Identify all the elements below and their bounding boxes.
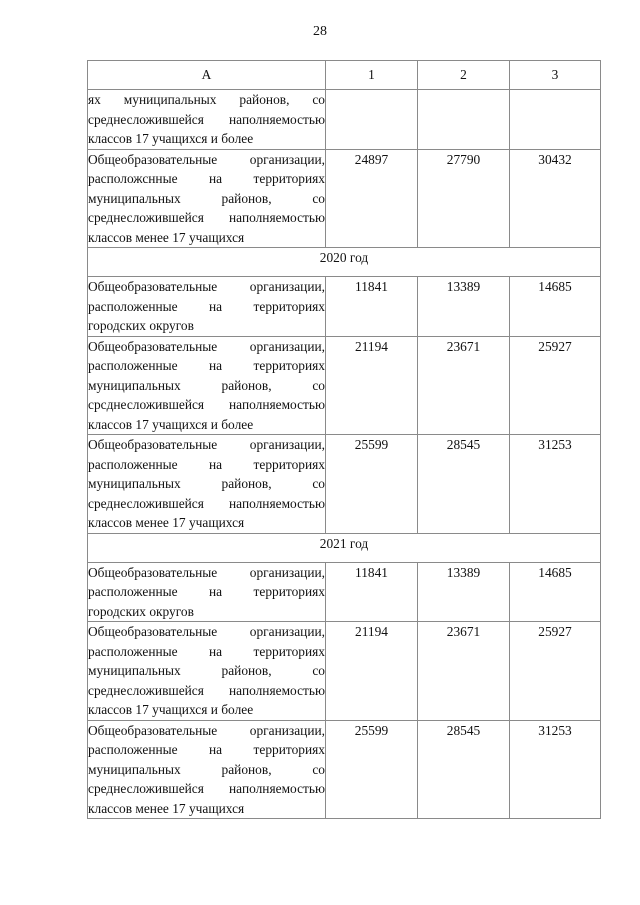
row-value-2: 23671 [418,336,510,435]
row-value-3 [510,90,601,150]
row-value-2: 27790 [418,149,510,248]
column-header-1: 1 [326,61,418,90]
row-value-3: 14685 [510,562,601,622]
row-value-2: 23671 [418,622,510,721]
row-description: Общеобразовательные организации, расположенные на территориях городских округов [88,277,326,337]
row-value-2: 28545 [418,720,510,819]
year-label: 2021 год [88,533,601,562]
year-label: 2020 год [88,248,601,277]
row-value-3: 30432 [510,149,601,248]
row-value-3: 25927 [510,336,601,435]
row-value-3: 14685 [510,277,601,337]
row-value-1: 21194 [326,336,418,435]
row-value-2: 28545 [418,435,510,534]
row-value-2: 13389 [418,562,510,622]
column-header-3: 3 [510,61,601,90]
row-value-1: 24897 [326,149,418,248]
row-value-1: 25599 [326,720,418,819]
year-row [88,533,601,562]
data-table [87,60,601,819]
row-description: ях муниципальных районов, со среднесложившейся наполняемостью классов 17 учащихся и более [88,90,326,150]
row-description: Общеобразовательные организации, расположенные на территориях муниципальных районов, со среднесложившейся наполняемостью классов менее 17 учащихся [88,720,326,819]
row-value-2 [418,90,510,150]
table-row [88,277,601,337]
table-row [88,622,601,721]
row-value-3: 25927 [510,622,601,721]
table-row [88,720,601,819]
row-value-1: 21194 [326,622,418,721]
column-header-a: А [88,61,326,90]
row-description: Общеобразовательные организации, расположснные на территориях муниципальных районов, со среднесложившейся наполняемостью классов менее 17 учащихся [88,149,326,248]
row-value-2: 13389 [418,277,510,337]
row-description: Общеобразовательные организации, расположенные на территориях муниципальных районов, со среднесложившейся наполняемостью классов менее 17 учащихся [88,435,326,534]
column-header-2: 2 [418,61,510,90]
row-value-1: 25599 [326,435,418,534]
table-row [88,562,601,622]
row-description: Общеобразовательные организации, расположенные на территориях муниципальных районов, со среднесложившейся наполняемостью классов 17 учащихся и более [88,622,326,721]
row-description: Общеобразовательные организации, расположенные на территориях муниципальных районов, со срсднесложившейся наполняемостью классов 17 учащихся и более [88,336,326,435]
row-value-3: 31253 [510,435,601,534]
row-value-1 [326,90,418,150]
table-row [88,90,601,150]
row-value-1: 11841 [326,277,418,337]
row-value-1: 11841 [326,562,418,622]
page-number: 28 [313,24,327,39]
table-row [88,435,601,534]
table-row [88,336,601,435]
year-row [88,248,601,277]
row-value-3: 31253 [510,720,601,819]
table-row [88,149,601,248]
row-description: Общеобразовательные организации, расположенные на территориях городских округов [88,562,326,622]
table-header-row [88,61,601,90]
